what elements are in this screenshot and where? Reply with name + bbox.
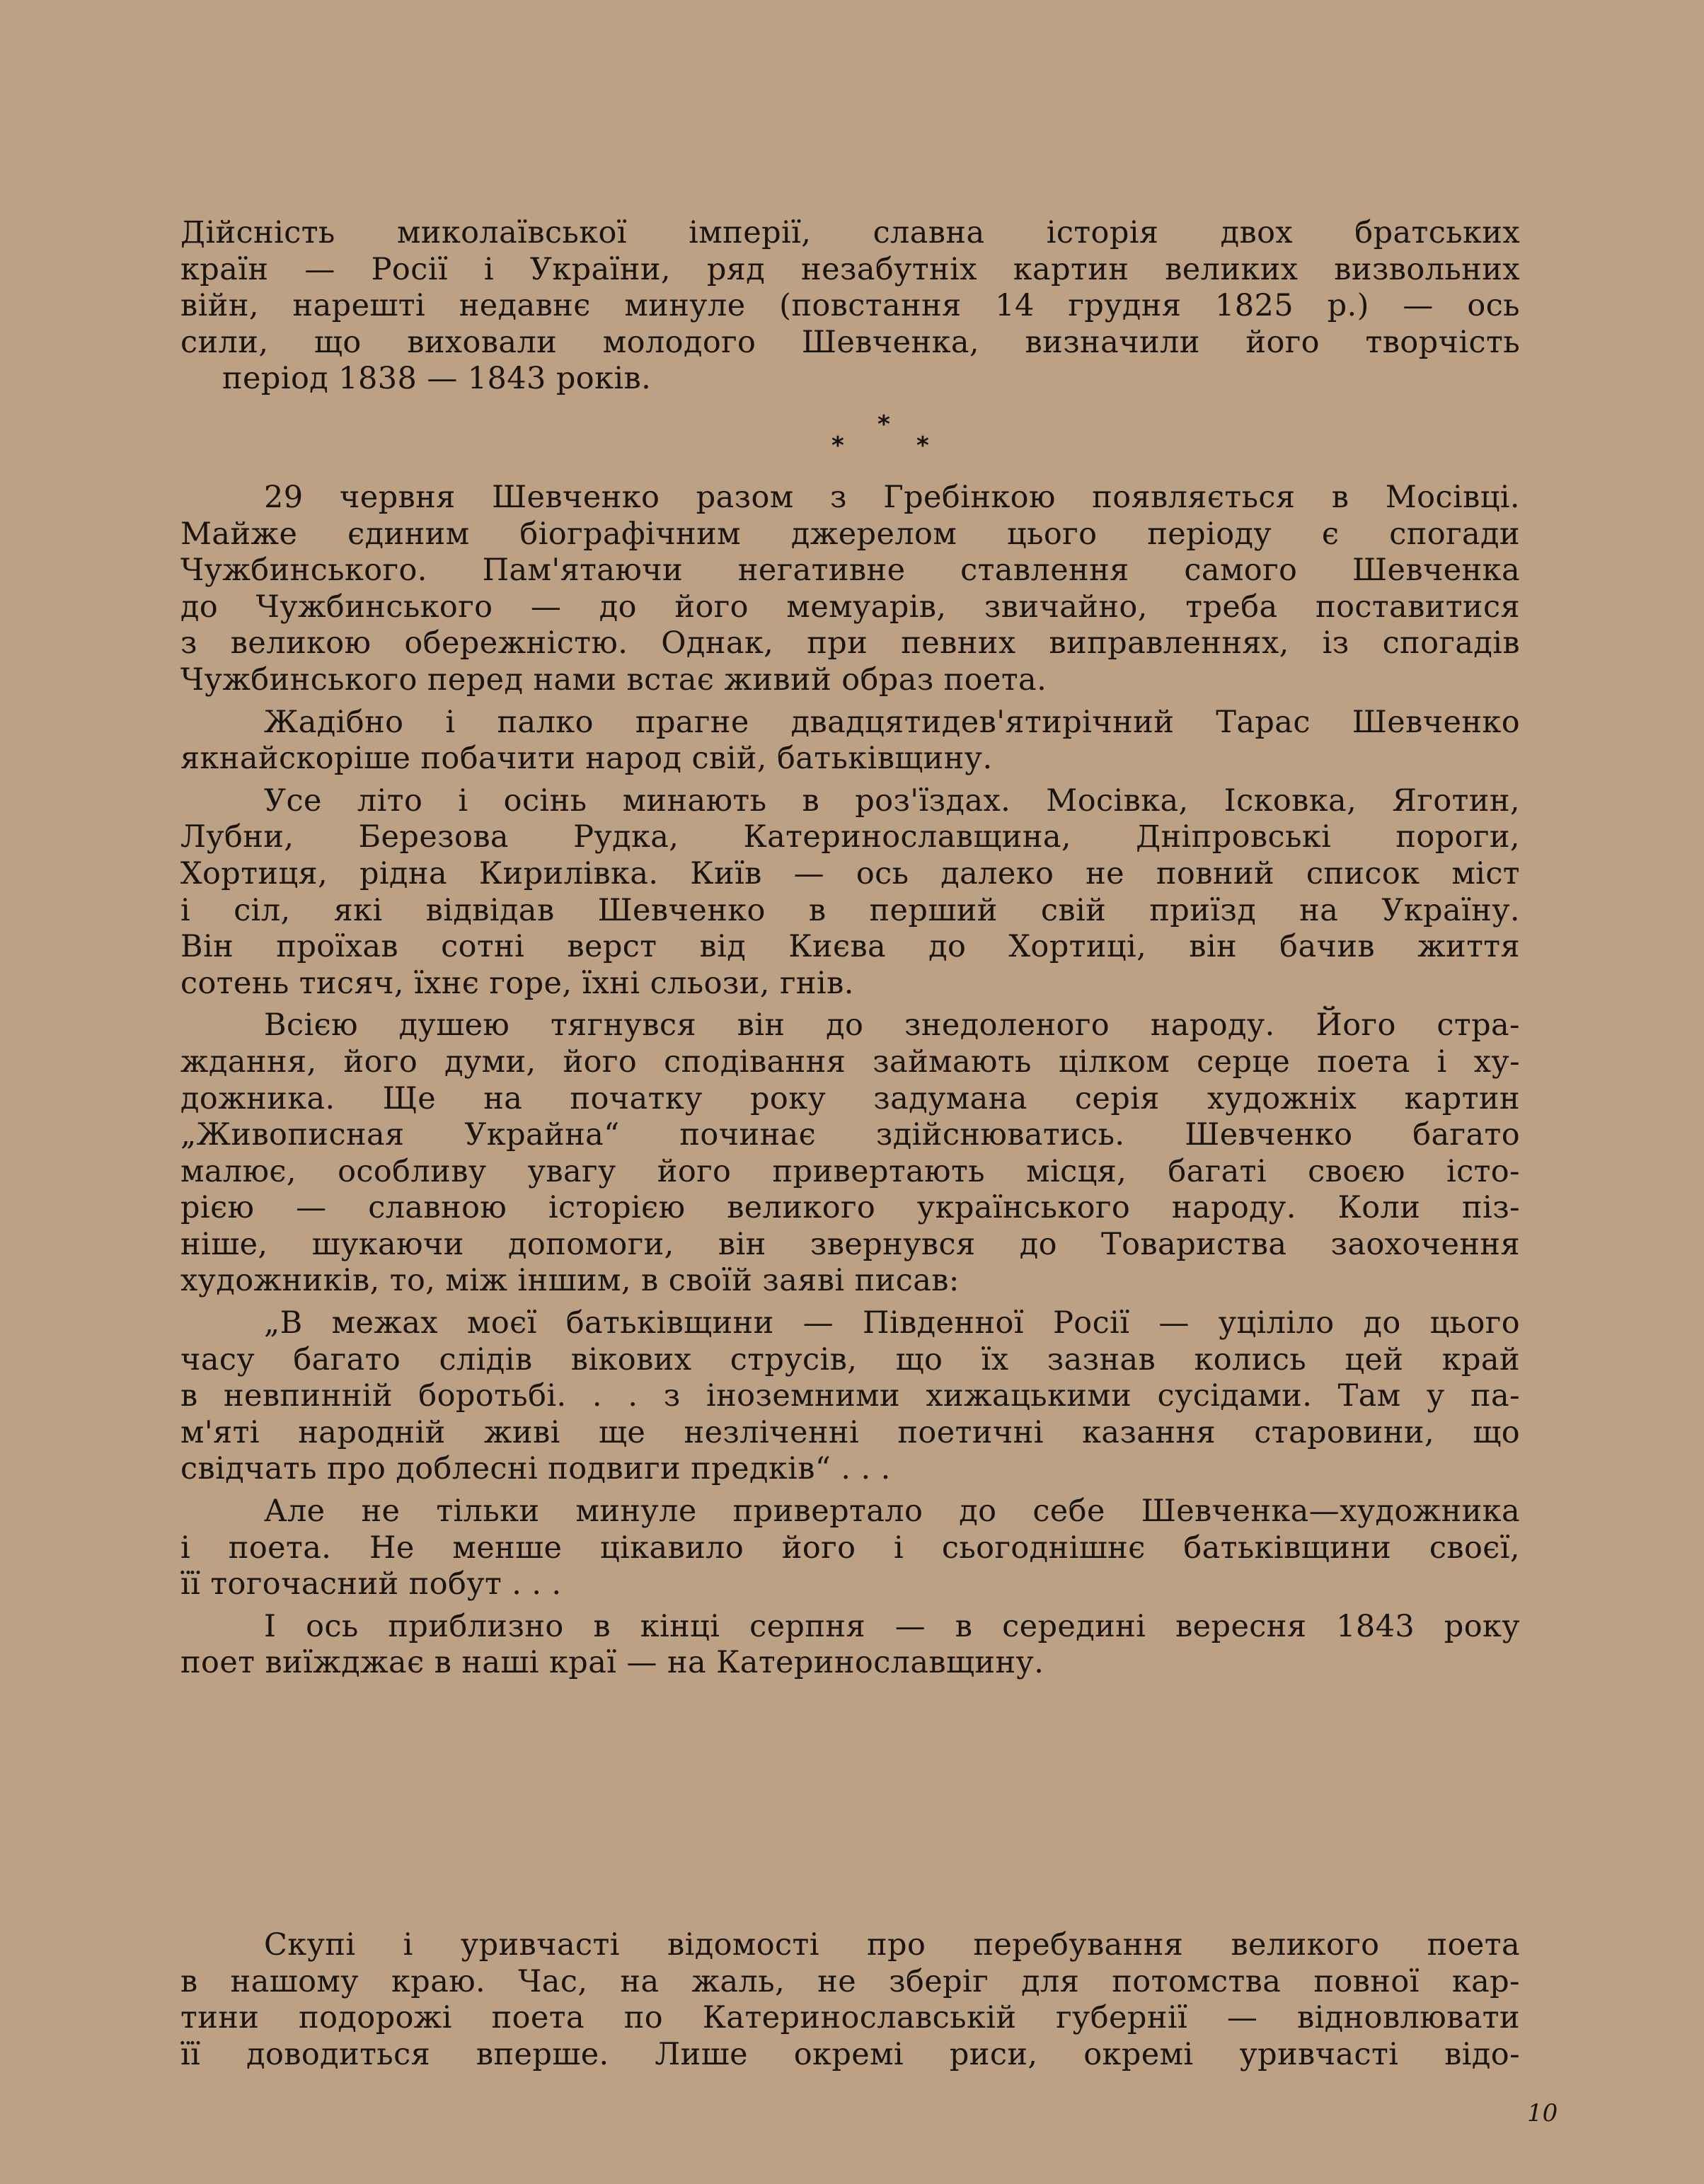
paragraph [180, 783, 1520, 1003]
main-text [180, 480, 1520, 1682]
text-line: Жадібно і палко прагне двадцятидев'ятирічний Тарас Шевченко [264, 704, 1520, 740]
intro-paragraph [180, 215, 1520, 398]
paragraph [180, 705, 1520, 778]
text-line: якнайскоріше побачити народ свій, батьківщину. [180, 741, 993, 777]
text-line: „Живописная Украйна“ починає здійснюватись. Шевченко багато [180, 1117, 1520, 1153]
text-line: Але не тільки минуле привертало до себе Шевченка—художника [264, 1493, 1520, 1530]
text-line: Скупі і уривчасті відомості про перебування великого поета [264, 1927, 1520, 1963]
paragraph [180, 1493, 1520, 1603]
text-line: Хортиця, рідна Кирилівка. Київ — ось далеко не повний список міст [180, 855, 1520, 891]
text-line: і сіл, які відвідав Шевченко в перший свій приїзд на Україну. [180, 892, 1520, 928]
text-line: дожника. Ще на початку року задумана серія художніх картин [180, 1080, 1520, 1116]
text-line: м'яті народній живі ще незліченні поетичні казання старовини, що [180, 1414, 1520, 1450]
text-line: малює, особливу увагу його привертають місця, багаті своєю істо- [180, 1153, 1520, 1189]
text-line: Всією душею тягнувся він до знедоленого народу. Його стра- [264, 1007, 1520, 1044]
text-line: Чужбинського. Пам'ятаючи негативне ставлення самого Шевченка [180, 553, 1520, 589]
text-line: Дійсність миколаївської імперії, славна історія двох братських [180, 215, 1520, 250]
text-line: сили, що виховали молодого Шевченка, визначили його творчість [180, 324, 1520, 360]
paragraph [180, 480, 1520, 699]
text-line: Чужбинського перед нами встає живий образ поета. [180, 661, 1047, 698]
text-line: Усе літо і осінь минають в роз'їздах. Мосівка, Ісковка, Яготин, [264, 782, 1520, 819]
text-line: країн — Росії і України, ряд незабутніх картин великих визвольних [180, 251, 1520, 287]
text-line: в невпинній боротьбі. . . з іноземними хижацькими сусідами. Там у па- [180, 1378, 1520, 1414]
text-line: період 1838 — 1843 років. [222, 361, 652, 397]
section-separator [810, 412, 945, 462]
text-line: ніше, шукаючи допомоги, він звернувся до Товариства заохочення [180, 1226, 1520, 1262]
text-line: сотень тисяч, їхнє горе, їхні сльози, гнів. [180, 965, 854, 1001]
text-line: в нашому краю. Час, на жаль, не зберіг для потомства повної кар- [180, 1963, 1520, 1999]
text-line: з великою обережністю. Однак, при певних виправленнях, із спогадів [180, 625, 1520, 661]
separator-star-icon: * [877, 410, 890, 439]
text-line: художників, то, між іншим, в своїй заяві писав: [180, 1263, 960, 1299]
text-line: поет виїжджає в наші краї — на Катеринославщину. [180, 1645, 1044, 1681]
text-line: Майже єдиним біографічним джерелом цього періоду є спогади [180, 516, 1520, 552]
text-line: часу багато слідів вікових струсів, що їх зазнав колись цей край [180, 1341, 1520, 1377]
quotation [180, 1305, 1520, 1488]
page-number: 10 [1527, 2099, 1558, 2127]
text-line: 29 червня Шевченко разом з Гребінкою появляється в Мосівці. [264, 480, 1520, 515]
text-line: свідчать про доблесні подвиги предків“ . . . [180, 1451, 891, 1487]
text-line: війн, нарешті недавнє минуле (повстання 14 грудня 1825 р.) — ось [180, 288, 1520, 324]
text-line: її тогочасний побут . . . [180, 1566, 562, 1602]
text-line: ждання, його думи, його сподівання займають цілком серце поета і ху- [180, 1044, 1520, 1080]
text-line: І ось приблизно в кінці серпня — в середині вересня 1843 року [264, 1608, 1520, 1644]
text-line: Лубни, Березова Рудка, Катеринославщина, Дніпровські пороги, [180, 819, 1520, 855]
text-line: її доводиться вперше. Лише окремі риси, окремі уривчасті відо- [180, 2036, 1520, 2072]
text-line: і поета. Не менше цікавило його і сьогоднішнє батьківщини своєї, [180, 1530, 1520, 1566]
paragraph [180, 1007, 1520, 1300]
text-line: тини подорожі поета по Катеринославській губернії — відновлювати [180, 2000, 1520, 2036]
text-line: до Чужбинського — до його мемуарів, звичайно, треба поставитися [180, 589, 1520, 625]
text-line: „В межах моєї батьківщини — Південної Росії — уціліло до цього [264, 1305, 1520, 1341]
separator-star-icon: * [916, 432, 929, 460]
closing-paragraph [180, 1927, 1520, 2073]
text-line: Він проїхав сотні верст від Києва до Хортиці, він бачив життя [180, 929, 1520, 965]
text-line: рією — славною історією великого українського народу. Коли піз- [180, 1190, 1520, 1226]
separator-star-icon: * [831, 432, 844, 460]
paragraph [180, 1609, 1520, 1682]
